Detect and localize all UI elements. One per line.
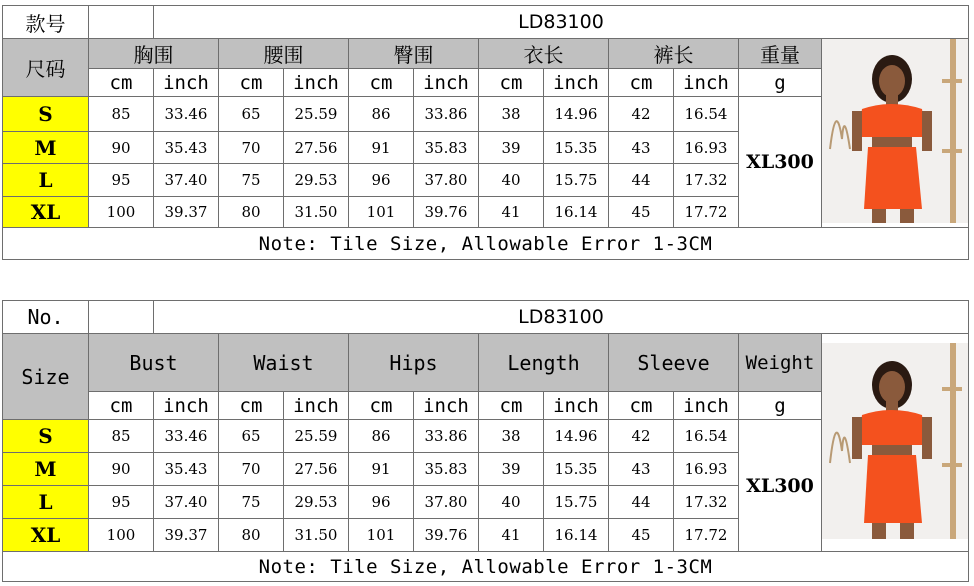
unit-cm: cm: [89, 392, 154, 420]
cell: 75: [219, 486, 284, 519]
cell: 17.32: [674, 164, 739, 197]
cell: 35.83: [414, 453, 479, 486]
style-number-label: No.: [3, 301, 89, 334]
cell: 15.75: [544, 164, 609, 197]
cell: 16.93: [674, 132, 739, 164]
size-l: L: [3, 486, 89, 519]
header-sleeve: Sleeve: [609, 334, 739, 392]
unit-inch: inch: [284, 392, 349, 420]
cell: 42: [609, 97, 674, 132]
model-photo-icon: [822, 39, 968, 223]
cell: 42: [609, 420, 674, 453]
unit-cm: cm: [479, 69, 544, 97]
cell: 101: [349, 519, 414, 552]
tolerance-note: Note: Tile Size, Allowable Error 1-3CM: [3, 552, 969, 582]
cell: 86: [349, 420, 414, 453]
cell: 27.56: [284, 132, 349, 164]
cell: 75: [219, 164, 284, 197]
cell: 85: [89, 97, 154, 132]
cell: 80: [219, 197, 284, 228]
cell: 40: [479, 164, 544, 197]
cell: 33.86: [414, 420, 479, 453]
unit-cm: cm: [89, 69, 154, 97]
size-m: M: [3, 132, 89, 164]
cell: 41: [479, 519, 544, 552]
unit-inch: inch: [674, 69, 739, 97]
unit-inch: inch: [674, 392, 739, 420]
unit-cm: cm: [349, 392, 414, 420]
cell: 37.40: [154, 164, 219, 197]
cell: 38: [479, 97, 544, 132]
header-hips: Hips: [349, 334, 479, 392]
cell: 25.59: [284, 97, 349, 132]
cell: 16.93: [674, 453, 739, 486]
cell: 43: [609, 132, 674, 164]
cell: 14.96: [544, 420, 609, 453]
cell: 14.96: [544, 97, 609, 132]
cell: 39.76: [414, 519, 479, 552]
cell: 35.83: [414, 132, 479, 164]
product-photo: [822, 334, 969, 552]
blank-cell: [89, 6, 154, 39]
style-number-value: LD83100: [154, 6, 969, 39]
unit-inch: inch: [284, 69, 349, 97]
cell: 35.43: [154, 453, 219, 486]
unit-cm: cm: [349, 69, 414, 97]
cell: 16.54: [674, 420, 739, 453]
cell: 45: [609, 519, 674, 552]
unit-cm: cm: [219, 392, 284, 420]
cell: 39.76: [414, 197, 479, 228]
unit-g: g: [739, 69, 822, 97]
header-waist: 腰围: [219, 39, 349, 69]
unit-cm: cm: [479, 392, 544, 420]
size-chart-chinese: [2, 5, 969, 260]
cell: 17.72: [674, 197, 739, 228]
header-waist: Waist: [219, 334, 349, 392]
unit-cm: cm: [609, 392, 674, 420]
cell: 70: [219, 453, 284, 486]
cell: 45: [609, 197, 674, 228]
cell: 44: [609, 164, 674, 197]
style-number-value: LD83100: [154, 301, 969, 334]
unit-inch: inch: [544, 392, 609, 420]
cell: 17.72: [674, 519, 739, 552]
size-label: Size: [3, 334, 89, 420]
cell: 39: [479, 453, 544, 486]
cell: 29.53: [284, 164, 349, 197]
unit-inch: inch: [154, 69, 219, 97]
cell: 37.80: [414, 486, 479, 519]
size-xl: XL: [3, 197, 89, 228]
header-bust: Bust: [89, 334, 219, 392]
cell: 100: [89, 197, 154, 228]
cell: 38: [479, 420, 544, 453]
cell: 80: [219, 519, 284, 552]
cell: 44: [609, 486, 674, 519]
size-s: S: [3, 420, 89, 453]
cell: 27.56: [284, 453, 349, 486]
unit-cm: cm: [609, 69, 674, 97]
model-photo-icon: [822, 343, 968, 539]
cell: 16.14: [544, 519, 609, 552]
header-weight: 重量: [739, 39, 822, 69]
cell: 33.46: [154, 420, 219, 453]
cell: 37.40: [154, 486, 219, 519]
header-hips: 臀围: [349, 39, 479, 69]
header-length: 衣长: [479, 39, 609, 69]
cell: 35.43: [154, 132, 219, 164]
cell: 96: [349, 164, 414, 197]
cell: 90: [89, 453, 154, 486]
cell: 43: [609, 453, 674, 486]
cell: 15.35: [544, 132, 609, 164]
cell: 17.32: [674, 486, 739, 519]
cell: 40: [479, 486, 544, 519]
cell: 31.50: [284, 519, 349, 552]
cell: 41: [479, 197, 544, 228]
product-photo: [822, 39, 969, 228]
cell: 39: [479, 132, 544, 164]
cell: 31.50: [284, 197, 349, 228]
cell: 70: [219, 132, 284, 164]
cell: 37.80: [414, 164, 479, 197]
cell: 90: [89, 132, 154, 164]
size-label: 尺码: [3, 39, 89, 97]
cell: 25.59: [284, 420, 349, 453]
cell: 33.46: [154, 97, 219, 132]
cell: 16.14: [544, 197, 609, 228]
cell: 100: [89, 519, 154, 552]
cell: 39.37: [154, 519, 219, 552]
cell: 101: [349, 197, 414, 228]
header-bust: 胸围: [89, 39, 219, 69]
size-chart-english: [2, 300, 969, 582]
style-number-label: 款号: [3, 6, 89, 39]
tolerance-note: Note: Tile Size, Allowable Error 1-3CM: [3, 228, 969, 260]
size-m: M: [3, 453, 89, 486]
cell: 65: [219, 420, 284, 453]
unit-inch: inch: [544, 69, 609, 97]
unit-g: g: [739, 392, 822, 420]
size-s: S: [3, 97, 89, 132]
blank-cell: [89, 301, 154, 334]
weight-value: XL300: [739, 97, 822, 228]
unit-inch: inch: [414, 69, 479, 97]
cell: 85: [89, 420, 154, 453]
cell: 29.53: [284, 486, 349, 519]
size-xl: XL: [3, 519, 89, 552]
cell: 95: [89, 164, 154, 197]
cell: 96: [349, 486, 414, 519]
cell: 33.86: [414, 97, 479, 132]
cell: 15.35: [544, 453, 609, 486]
cell: 95: [89, 486, 154, 519]
cell: 16.54: [674, 97, 739, 132]
size-l: L: [3, 164, 89, 197]
cell: 15.75: [544, 486, 609, 519]
cell: 86: [349, 97, 414, 132]
cell: 91: [349, 453, 414, 486]
weight-value: XL300: [739, 420, 822, 552]
unit-cm: cm: [219, 69, 284, 97]
cell: 65: [219, 97, 284, 132]
header-weight: Weight: [739, 334, 822, 392]
header-pants-length: 裤长: [609, 39, 739, 69]
cell: 39.37: [154, 197, 219, 228]
header-length: Length: [479, 334, 609, 392]
cell: 91: [349, 132, 414, 164]
unit-inch: inch: [414, 392, 479, 420]
unit-inch: inch: [154, 392, 219, 420]
